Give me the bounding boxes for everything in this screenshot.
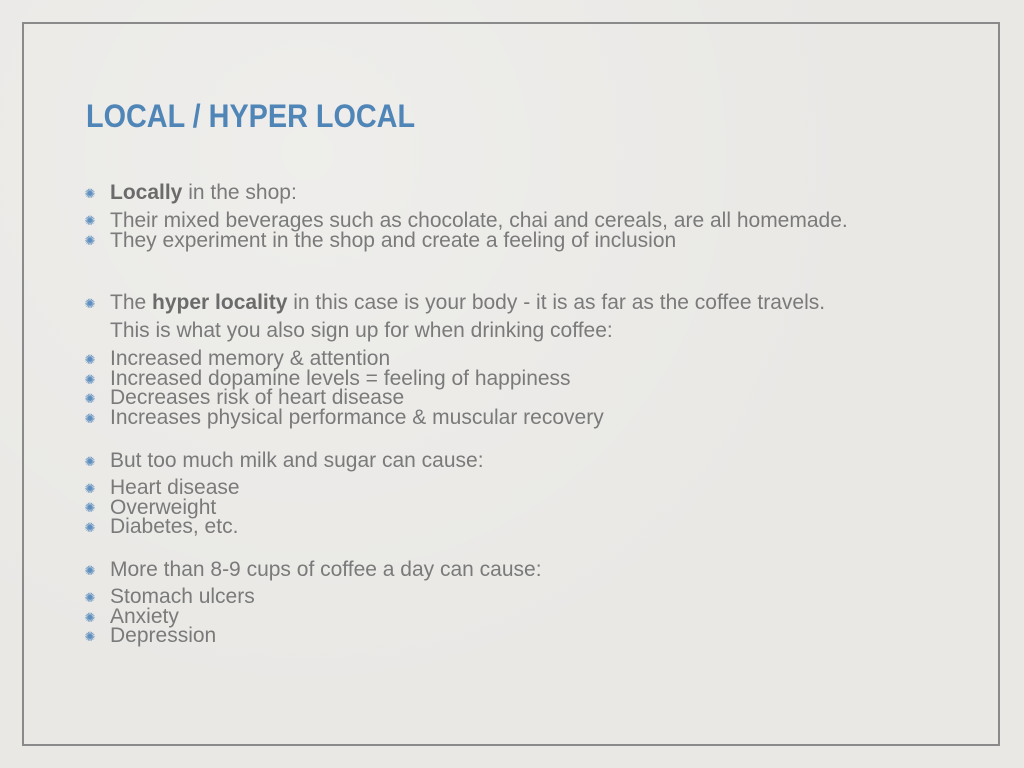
slide-title: LOCAL / HYPER LOCAL: [86, 98, 416, 134]
bullet-heart-risk: Decreases risk of heart disease: [110, 386, 405, 409]
line-text: in this case is your body - it is as far as the coffee travels.: [287, 291, 826, 314]
continuation-sign-up: This is what you also sign up for when drinking coffee:: [110, 319, 613, 342]
bullet-inclusion: They experiment in the shop and create a feeling of inclusion: [110, 229, 677, 252]
bullet-hyper-locality: [110, 291, 825, 315]
asterisk-bullet-icon: ✺: [84, 454, 96, 469]
asterisk-bullet-icon: ✺: [84, 391, 96, 406]
asterisk-bullet-icon: ✺: [84, 629, 96, 644]
asterisk-bullet-icon: ✺: [84, 500, 96, 515]
bold-term: Locally: [110, 181, 183, 204]
bullet-heart-disease: Heart disease: [110, 476, 240, 499]
asterisk-bullet-icon: ✺: [84, 233, 96, 248]
line-text: in the shop:: [182, 181, 297, 204]
asterisk-bullet-icon: ✺: [84, 411, 96, 426]
line-text: The: [110, 291, 153, 314]
asterisk-bullet-icon: ✺: [84, 563, 96, 578]
asterisk-bullet-icon: ✺: [84, 372, 96, 387]
bullet-anxiety: Anxiety: [110, 605, 179, 628]
bold-term: hyper locality: [152, 291, 288, 314]
bullet-memory: Increased memory & attention: [110, 347, 391, 370]
asterisk-bullet-icon: ✺: [84, 213, 96, 228]
bullet-dopamine: Increased dopamine levels = feeling of happiness: [110, 367, 571, 390]
asterisk-bullet-icon: ✺: [84, 590, 96, 605]
bullet-stomach-ulcers: Stomach ulcers: [110, 585, 255, 608]
asterisk-bullet-icon: ✺: [84, 610, 96, 625]
asterisk-bullet-icon: ✺: [84, 186, 96, 201]
bullet-diabetes: Diabetes, etc.: [110, 515, 239, 538]
bullet-depression: Depression: [110, 624, 217, 647]
bullet-overweight: Overweight: [110, 496, 217, 519]
asterisk-bullet-icon: ✺: [84, 481, 96, 496]
bullet-locally: [110, 181, 297, 205]
bullet-homemade: Their mixed beverages such as chocolate, chai and cereals, are all homemade.: [110, 209, 848, 232]
bullet-milk-sugar: But too much milk and sugar can cause:: [110, 449, 484, 472]
bullet-cups-of-coffee: More than 8-9 cups of coffee a day can cause:: [110, 558, 542, 581]
asterisk-bullet-icon: ✺: [84, 352, 96, 367]
asterisk-bullet-icon: ✺: [84, 296, 96, 311]
asterisk-bullet-icon: ✺: [84, 520, 96, 535]
bullet-performance: Increases physical performance & muscular recovery: [110, 406, 604, 429]
